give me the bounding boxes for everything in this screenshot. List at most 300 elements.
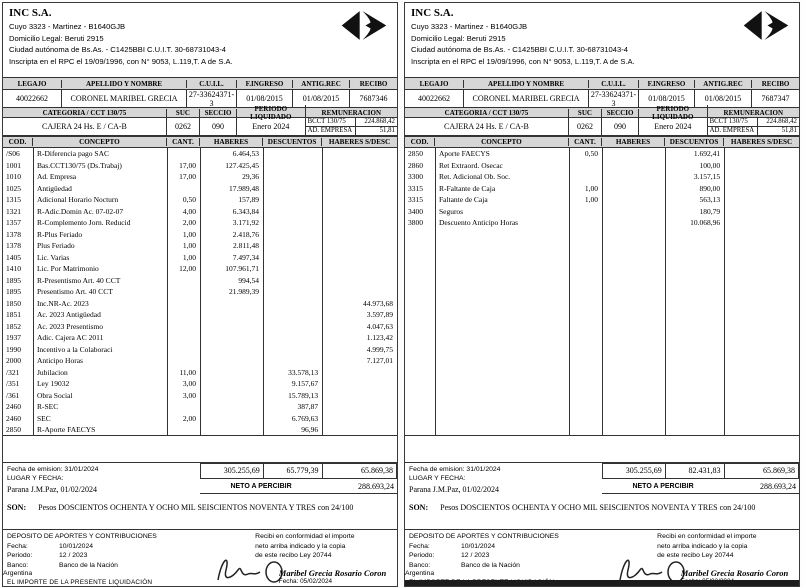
totals-row — [602, 463, 799, 479]
cell-sdesc — [322, 401, 397, 413]
dep-banco-value: Banco de la Nación — [59, 561, 118, 569]
cell-descuentos — [263, 217, 322, 229]
cell-concepto: Ad. Empresa — [36, 172, 77, 181]
remuneracion-row-2 — [306, 127, 397, 135]
dep-periodo-label: Periodo: — [409, 552, 435, 559]
cell-cant: 1,00 — [584, 195, 598, 204]
cell-cod: 1001 — [6, 160, 21, 170]
cell-cod: /351 — [6, 379, 20, 388]
table-row — [405, 171, 799, 183]
cell-haberes — [200, 367, 263, 379]
table-row — [3, 378, 397, 390]
cell-cod: 1321 — [6, 206, 21, 216]
category-value-row — [3, 118, 397, 136]
col-legajo: LEGAJO — [3, 80, 62, 88]
deposito-section — [3, 530, 397, 587]
dep-banco-value: Banco de la Nación — [461, 561, 520, 569]
recibi-line-1: Recibi en conformidad el importe — [657, 533, 757, 540]
cell-haberes — [200, 332, 263, 344]
cell-concepto: Adic. Cajera AC 2011 — [36, 333, 104, 342]
deposito-banco-row — [7, 561, 157, 571]
cell-cod: 1937 — [6, 333, 21, 342]
rem1-value: 224.868,42 — [766, 118, 797, 126]
col-periodo: PERIODO LIQUIDADO — [639, 105, 708, 121]
remuneracion-row-1 — [708, 118, 799, 127]
table-row — [405, 160, 799, 172]
cell-haberes — [200, 298, 263, 310]
rem2-label: AD. EMPRESA — [306, 127, 356, 135]
dep-fecha-label: Fecha: — [409, 542, 430, 550]
col-apellido: APELLIDO Y NOMBRE — [464, 80, 589, 88]
table-row — [405, 206, 799, 218]
concept-rows — [405, 148, 799, 435]
total-haberes-sdesc: 65.869,38 — [323, 464, 397, 478]
company-address-4: Inscripta en el RPC el 19/09/1996, con N° 9053, L.119,T. A de S.A. — [9, 56, 233, 66]
employee-header-row — [405, 77, 799, 90]
neto-row — [200, 479, 397, 494]
employee-value-row — [3, 90, 397, 107]
cell-concepto: Inc.NR-Ac. 2023 — [36, 298, 89, 308]
cell-haberes — [602, 206, 665, 218]
cell-concepto: Jubilacion — [36, 367, 68, 377]
cell-haberes — [200, 321, 263, 333]
totals-block — [602, 463, 799, 500]
cell-concepto: Ret. Adicional Ob. Soc. — [438, 172, 511, 181]
col-haberes: HABERES — [602, 138, 665, 146]
cell-cod: /361 — [6, 390, 20, 400]
employee-antig: 01/08/2015 — [293, 90, 350, 107]
son-text: Pesos DOSCIENTOS OCHENTA Y OCHO MIL SEISCIENTOS NOVENTA Y TRES con 24/100 — [38, 503, 354, 512]
col-recibo: RECIBO — [761, 79, 790, 88]
table-row — [405, 183, 799, 195]
col-descuentos: DESCUENTOS — [665, 138, 724, 146]
cell-cod: /S06 — [6, 149, 20, 158]
cell-sdesc — [322, 194, 397, 206]
col-fingreso: F.INGRESO — [639, 80, 695, 88]
col-suc: SUC — [167, 109, 200, 117]
cell-concepto: Obra Social — [36, 390, 73, 400]
table-row — [3, 390, 397, 402]
cell-cant — [167, 344, 200, 356]
cell-concepto: R-SEC — [36, 402, 59, 411]
cell-haberes — [602, 171, 665, 183]
cell-descuentos — [263, 298, 322, 310]
category-seccio: 090 — [200, 118, 237, 135]
totals-row — [200, 463, 397, 479]
col-descuentos: DESCUENTOS — [263, 138, 322, 146]
cell-concepto: R-Diferencia pago SAC — [36, 149, 110, 158]
company-header — [3, 3, 397, 77]
cell-concepto: Antigüedad — [36, 183, 72, 193]
table-row — [3, 344, 397, 356]
cell-haberes — [200, 309, 263, 321]
category-periodo: Enero 2024 — [639, 118, 708, 135]
cell-haberes — [602, 217, 665, 229]
employee-recibo: 7687346 — [359, 94, 388, 103]
cell-sdesc — [724, 183, 799, 195]
cell-haberes — [602, 160, 665, 172]
son-label: SON: — [7, 503, 27, 512]
cell-haberes: 7.497,34 — [232, 252, 260, 262]
banco-argentina-overflow: Argentina — [3, 570, 33, 577]
deposito-periodo-row — [7, 551, 157, 561]
cell-sdesc — [322, 171, 397, 183]
cell-concepto: Lic. Varias — [36, 252, 70, 262]
cell-descuentos — [263, 263, 322, 275]
company-name: INC S.A. — [411, 7, 454, 19]
signature-date: Fecha: 05/02/2024 — [278, 578, 333, 585]
cell-cod: 3315 — [408, 195, 423, 204]
cell-cod: 3400 — [408, 206, 423, 216]
cell-cant: 12,00 — [179, 264, 196, 273]
category-seccio: 090 — [602, 118, 639, 135]
col-remuneracion: REMUNERACION — [321, 108, 382, 117]
cell-haberes — [200, 378, 263, 390]
liquidacion-note: EL IMPORTE DE LA PRESENTE LIQUIDACIÓN — [7, 579, 153, 586]
cell-concepto: R-Complemento Jorn. Reducid — [36, 218, 131, 227]
cell-cant — [569, 206, 602, 218]
table-row — [3, 413, 397, 425]
table-row — [3, 263, 397, 275]
cell-sdesc: 3.597,89 — [366, 310, 393, 319]
remuneracion-cell — [306, 118, 397, 135]
table-row — [3, 332, 397, 344]
cell-cod: 1378 — [6, 229, 21, 239]
cell-descuentos — [263, 194, 322, 206]
cell-descuentos: 1.692,41 — [693, 149, 721, 158]
cell-concepto: Plus Feriado — [36, 241, 75, 250]
deposito-section — [405, 530, 799, 587]
employee-fingreso: 01/08/2015 — [237, 90, 293, 107]
concept-rows — [3, 148, 397, 435]
cell-descuentos — [263, 206, 322, 218]
lugar-label: LUGAR Y FECHA: — [409, 475, 466, 482]
amount-in-words — [3, 500, 397, 530]
cell-cant — [167, 401, 200, 413]
cell-sdesc — [724, 194, 799, 206]
col-seccio: SECCIO — [200, 109, 237, 117]
cell-descuentos — [263, 355, 322, 367]
cell-cant — [167, 275, 200, 287]
cell-haberes: 29,36 — [242, 172, 260, 181]
cell-concepto: Ret Extraord. Osecac — [438, 160, 503, 170]
recibi-line-2: neto arriba indicado y la copia — [255, 542, 346, 550]
neto-value: 288.693,24 — [357, 481, 394, 491]
employee-cuil: 27-33624371-3 — [589, 90, 639, 107]
cell-descuentos: 15.789,13 — [288, 390, 319, 400]
signature-name: Maribel Grecia Rosario Coron — [278, 568, 387, 578]
cell-cant: 0,50 — [182, 195, 196, 204]
cell-haberes — [200, 401, 263, 413]
cell-cod: 1025 — [6, 183, 21, 193]
cell-concepto: R-Adic.Domin Ac. 07-02-07 — [36, 206, 124, 216]
col-cuil: C.U.I.L. — [187, 80, 237, 88]
cell-concepto: R-Aporte FAECYS — [36, 425, 96, 434]
cell-sdesc — [322, 160, 397, 172]
lugar-value: Parana J.M.Paz, 01/02/2024 — [7, 485, 97, 494]
recibi-line-2: neto arriba indicado y la copia — [657, 542, 748, 550]
col-cant: CANT. — [167, 138, 200, 146]
deposito-banco-row — [409, 561, 559, 571]
cell-descuentos — [263, 344, 322, 356]
totals-section — [3, 463, 397, 500]
cell-sdesc — [724, 217, 799, 229]
cell-haberes: 994,54 — [238, 275, 260, 285]
table-row — [3, 298, 397, 310]
col-concepto: CONCEPTO — [33, 138, 167, 146]
col-cuil: C.U.I.L. — [589, 80, 639, 88]
fecha-emision: Fecha de emision: 31/01/2024 — [7, 466, 99, 473]
cell-sdesc — [322, 390, 397, 402]
cell-cant: 2,00 — [182, 413, 196, 423]
banco-argentina-overflow: Argentina — [405, 570, 435, 577]
cell-concepto: Seguros — [438, 206, 464, 216]
remuneracion-cell — [708, 118, 799, 135]
cell-sdesc: 4.999,75 — [366, 344, 393, 354]
cell-cod: 3800 — [408, 218, 423, 227]
cell-haberes — [602, 194, 665, 206]
cell-concepto: Aporte FAECYS — [438, 149, 490, 158]
table-row — [3, 171, 397, 183]
cell-sdesc: 44.973,68 — [362, 298, 393, 308]
carrefour-logo-icon — [743, 9, 789, 47]
category-suc: 0262 — [167, 118, 200, 135]
cell-descuentos — [263, 332, 322, 344]
cell-haberes — [200, 355, 263, 367]
cell-sdesc — [322, 367, 397, 379]
cell-cod: 2460 — [6, 413, 21, 423]
emission-block — [3, 463, 200, 500]
table-row — [3, 367, 397, 379]
company-address-1: Cuyo 3323 - Martinez - B1640GJB — [411, 22, 528, 31]
cell-concepto: Ley 19032 — [36, 379, 70, 388]
cell-descuentos: 890,00 — [699, 183, 721, 193]
dep-banco-label: Banco: — [7, 561, 29, 569]
category-periodo: Enero 2024 — [237, 118, 306, 135]
cell-cant — [167, 286, 200, 298]
cell-cod: 1405 — [6, 252, 21, 262]
employee-nombre: CORONEL MARIBEL GRECIA — [464, 90, 589, 107]
signature-block — [279, 568, 397, 585]
employee-cuil: 27-33624371-3 — [187, 90, 237, 107]
col-recibo: RECIBO — [359, 79, 388, 88]
cell-cant: 2,00 — [182, 218, 196, 227]
employee-value-row — [405, 90, 799, 107]
cell-descuentos: 96,96 — [301, 425, 319, 434]
deposito-fecha-row — [409, 542, 559, 552]
table-row — [3, 252, 397, 264]
cell-haberes — [602, 148, 665, 160]
cell-cod: 1357 — [6, 218, 21, 227]
cell-cod: 2000 — [6, 356, 21, 365]
cell-haberes — [602, 183, 665, 195]
cell-descuentos: 3.157,15 — [693, 172, 721, 181]
cell-concepto: SEC — [36, 413, 51, 423]
cell-concepto: R-Presentismo Art. 40 CCT — [36, 275, 121, 285]
cell-cod: 2850 — [6, 425, 21, 434]
company-address-3: Ciudad autónoma de Bs.As. - C1425BBI C.U.I.T. 30-68731043-4 — [9, 45, 226, 54]
cell-descuentos: 33.578,13 — [288, 367, 319, 377]
employee-nombre: CORONEL MARIBEL GRECIA — [62, 90, 187, 107]
cell-concepto: Adicional Horario Nocturn — [36, 195, 119, 204]
recibi-line-3: de este recibo Ley 20744 — [657, 552, 734, 559]
deposito-periodo-row — [409, 551, 559, 561]
total-haberes: 305.255,69 — [201, 464, 264, 478]
cell-cod: 1410 — [6, 264, 21, 273]
cell-concepto: Lic. Por Matrimonio — [36, 264, 99, 273]
cell-cant — [167, 309, 200, 321]
cell-sdesc: 1.123,42 — [366, 333, 393, 342]
cell-concepto: Descuento Anticipo Horas — [438, 218, 519, 227]
table-row — [3, 217, 397, 229]
employee-fingreso: 01/08/2015 — [639, 90, 695, 107]
cell-cod: 1315 — [6, 195, 21, 204]
cell-cod: 3315 — [408, 183, 423, 193]
cell-descuentos — [263, 183, 322, 195]
cell-cod: 2850 — [408, 149, 423, 158]
cell-cod: 1990 — [6, 344, 21, 354]
dep-fecha-value: 10/01/2024 — [461, 542, 496, 550]
table-row — [405, 217, 799, 229]
cell-concepto: Bas.CCT130/75 (Ds.Trabaj) — [36, 160, 122, 170]
cell-cant: 1,00 — [182, 229, 196, 239]
rem1-value: 224.868,42 — [364, 118, 395, 126]
cell-sdesc — [322, 263, 397, 275]
dep-fecha-value: 10/01/2024 — [59, 542, 94, 550]
amount-in-words — [405, 500, 799, 530]
category-name: CAJERA 24 Hs. E / CA-B — [405, 118, 569, 135]
cell-haberes: 2.811,48 — [233, 241, 260, 250]
concepts-header-row — [405, 136, 799, 148]
deposito-title: DEPOSITO DE APORTES Y CONTRIBUCIONES — [7, 533, 157, 540]
cell-haberes: 127.425,45 — [225, 160, 260, 170]
col-fingreso: F.INGRESO — [237, 80, 293, 88]
employee-legajo: 40022662 — [3, 90, 62, 107]
cell-descuentos: 6.769,63 — [291, 413, 319, 423]
rem2-value: 51,81 — [379, 127, 395, 135]
cell-cant — [569, 171, 602, 183]
col-remuneracion: REMUNERACION — [723, 108, 784, 117]
total-haberes: 305.255,69 — [603, 464, 666, 478]
cell-sdesc — [322, 424, 397, 436]
cell-concepto: Ac. 2023 Antigüedad — [36, 310, 101, 319]
cell-cod: 1852 — [6, 321, 21, 331]
cell-sdesc — [322, 229, 397, 241]
son-text: Pesos DOSCIENTOS OCHENTA Y OCHO MIL SEISCIENTOS NOVENTA Y TRES con 24/100 — [440, 503, 756, 512]
cell-sdesc — [322, 148, 397, 160]
table-row — [3, 309, 397, 321]
cell-sdesc: 4.047,63 — [366, 321, 393, 331]
cell-cant: 0,50 — [584, 149, 598, 158]
table-row — [3, 240, 397, 252]
cell-cant: 4,00 — [182, 206, 196, 216]
totals-section — [405, 463, 799, 500]
dep-periodo-label: Periodo: — [7, 552, 33, 559]
cell-descuentos: 100,00 — [699, 160, 721, 170]
employee-legajo: 40022662 — [405, 90, 464, 107]
table-row — [3, 229, 397, 241]
table-row — [3, 275, 397, 287]
col-apellido: APELLIDO Y NOMBRE — [62, 80, 187, 88]
neto-row — [602, 479, 799, 494]
company-header — [405, 3, 799, 77]
total-descuentos: 65.779,39 — [264, 464, 323, 478]
cell-cant — [569, 217, 602, 229]
cell-haberes: 6.464,53 — [232, 149, 260, 158]
blank-strip — [3, 436, 397, 463]
table-row — [3, 194, 397, 206]
rem2-value: 51,81 — [781, 127, 797, 135]
cell-concepto: R-Plus Feriado — [36, 229, 83, 239]
concepts-table-body — [405, 148, 799, 436]
col-haberes: HABERES — [200, 138, 263, 146]
employee-header-row — [3, 77, 397, 90]
table-row — [3, 424, 397, 436]
cell-descuentos: 563,13 — [699, 195, 721, 204]
concepts-header-row — [3, 136, 397, 148]
category-header-row — [405, 104, 799, 121]
cell-descuentos: 180,79 — [699, 206, 721, 216]
col-haberes-sdesc: HABERES S/DESC — [730, 138, 793, 146]
table-row — [405, 148, 799, 160]
lugar-label: LUGAR Y FECHA: — [7, 475, 64, 482]
cell-haberes — [200, 390, 263, 402]
cell-sdesc — [322, 206, 397, 218]
employee-recibo: 7687347 — [761, 94, 790, 103]
company-address-2: Domicilio Legal: Beruti 2915 — [411, 33, 506, 43]
cell-cant: 17,00 — [179, 172, 196, 181]
deposito-details — [7, 532, 157, 570]
cell-haberes: 21.989,39 — [229, 287, 260, 296]
payslip-right — [404, 2, 800, 587]
table-row — [3, 401, 397, 413]
neto-label: NETO A PERCIBIR — [632, 482, 694, 490]
cell-concepto: Incentivo a la Colaboraci — [36, 344, 113, 354]
cell-descuentos: 9.157,67 — [291, 379, 319, 388]
cell-concepto: Anticipo Horas — [36, 356, 83, 365]
table-row — [3, 286, 397, 298]
blank-strip — [405, 436, 799, 463]
table-row — [3, 160, 397, 172]
cell-cod: 2860 — [408, 160, 423, 170]
cell-descuentos — [263, 275, 322, 287]
col-haberes-sdesc: HABERES S/DESC — [328, 138, 391, 146]
cell-descuentos — [263, 160, 322, 172]
cell-sdesc — [724, 160, 799, 172]
col-suc: SUC — [569, 109, 602, 117]
employee-antig: 01/08/2015 — [695, 90, 752, 107]
company-address-3: Ciudad autónoma de Bs.As. - C1425BBI C.U.I.T. 30-68731043-4 — [411, 45, 628, 54]
emission-block — [405, 463, 602, 500]
cell-descuentos — [263, 171, 322, 183]
cell-sdesc — [322, 240, 397, 252]
deposito-title: DEPOSITO DE APORTES Y CONTRIBUCIONES — [409, 533, 559, 540]
cell-cant — [167, 321, 200, 333]
company-address-4: Inscripta en el RPC el 19/09/1996, con N° 9053, L.119,T. A de S.A. — [411, 56, 635, 66]
cell-cant — [569, 160, 602, 172]
cell-haberes: 17.989,48 — [229, 183, 260, 193]
cell-cant — [167, 148, 200, 160]
col-seccio: SECCIO — [602, 109, 639, 117]
cell-descuentos — [263, 229, 322, 241]
col-concepto: CONCEPTO — [435, 138, 569, 146]
concepts-table-body — [3, 148, 397, 436]
cell-concepto: Presentismo Art. 40 CCT — [36, 287, 113, 296]
cell-cant — [167, 298, 200, 310]
dep-periodo-value: 12 / 2023 — [461, 552, 490, 559]
cell-cod: 1010 — [6, 172, 21, 181]
neto-value: 288.693,24 — [759, 481, 796, 491]
